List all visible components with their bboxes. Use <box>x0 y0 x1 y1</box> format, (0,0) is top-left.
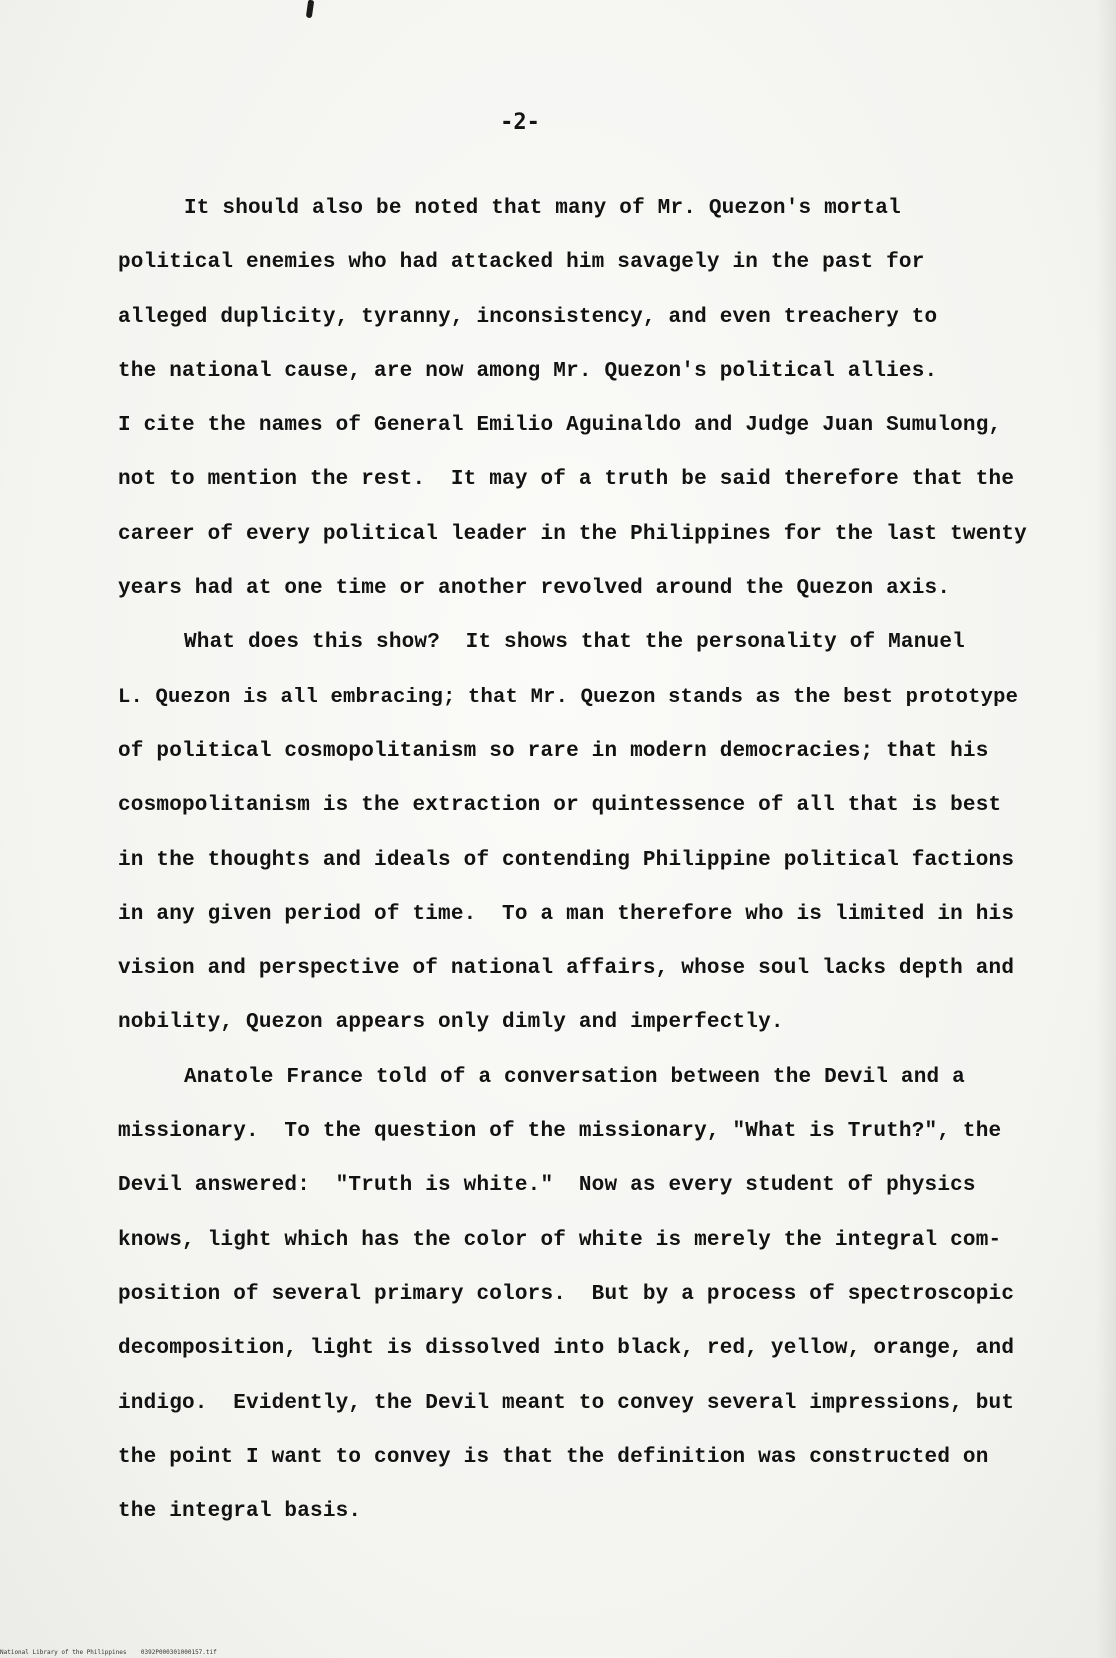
ink-mark <box>306 0 314 18</box>
text-line: knows, light which has the color of white is merely the integral com- <box>118 1228 1002 1252</box>
text-line: of political cosmopolitanism so rare in modern democracies; that his <box>118 739 989 763</box>
text-line: career of every political leader in the Philippines for the last twenty <box>118 522 1027 546</box>
body-text <box>118 182 1038 1539</box>
page-edge-shadow <box>1096 0 1116 1658</box>
text-line: cosmopolitanism is the extraction or quintessence of all that is best <box>118 794 1002 818</box>
text-line: the integral basis. <box>118 1500 362 1524</box>
text-line: alleged duplicity, tyranny, inconsistency, and even treachery to <box>118 305 938 329</box>
text-line: nobility, Quezon appears only dimly and imperfectly. <box>118 1011 784 1035</box>
text-line: years had at one time or another revolved around the Quezon axis. <box>118 577 951 601</box>
text-line: in any given period of time. To a man therefore who is limited in his <box>118 902 1015 926</box>
text-line: Devil answered: "Truth is white." Now as every student of physics <box>118 1174 976 1198</box>
text-line: I cite the names of General Emilio Aguinaldo and Judge Juan Sumulong, <box>118 414 1002 438</box>
text-line: It should also be noted that many of Mr. Quezon's mortal <box>184 197 901 220</box>
text-line: in the thoughts and ideals of contending Philippine political factions <box>118 848 1015 872</box>
text-line: L. Quezon is all embracing; that Mr. Quezon stands as the best prototype <box>118 685 1019 709</box>
text-line: Anatole France told of a conversation between the Devil and a <box>184 1065 965 1089</box>
text-line: decomposition, light is dissolved into black, red, yellow, orange, and <box>118 1337 1015 1361</box>
text-line: the point I want to convey is that the definition was constructed on <box>118 1445 989 1469</box>
scan-footer: National Library of the Philippines 0392P000301000157.tif <box>0 1649 217 1656</box>
text-line: the national cause, are now among Mr. Quezon's political allies. <box>118 359 938 383</box>
text-line: position of several primary colors. But by a process of spectroscopic <box>118 1282 1015 1306</box>
text-line: indigo. Evidently, the Devil meant to convey several impressions, but <box>118 1391 1015 1415</box>
text-line: political enemies who had attacked him savagely in the past for <box>118 251 925 275</box>
text-line: What does this show? It shows that the personality of Manuel <box>184 631 965 655</box>
text-line: not to mention the rest. It may of a truth be said therefore that the <box>118 468 1015 492</box>
text-line: missionary. To the question of the missionary, "What is Truth?", the <box>118 1120 1002 1144</box>
text-line: vision and perspective of national affairs, whose soul lacks depth and <box>118 957 1015 981</box>
page-number: -2- <box>500 110 540 135</box>
